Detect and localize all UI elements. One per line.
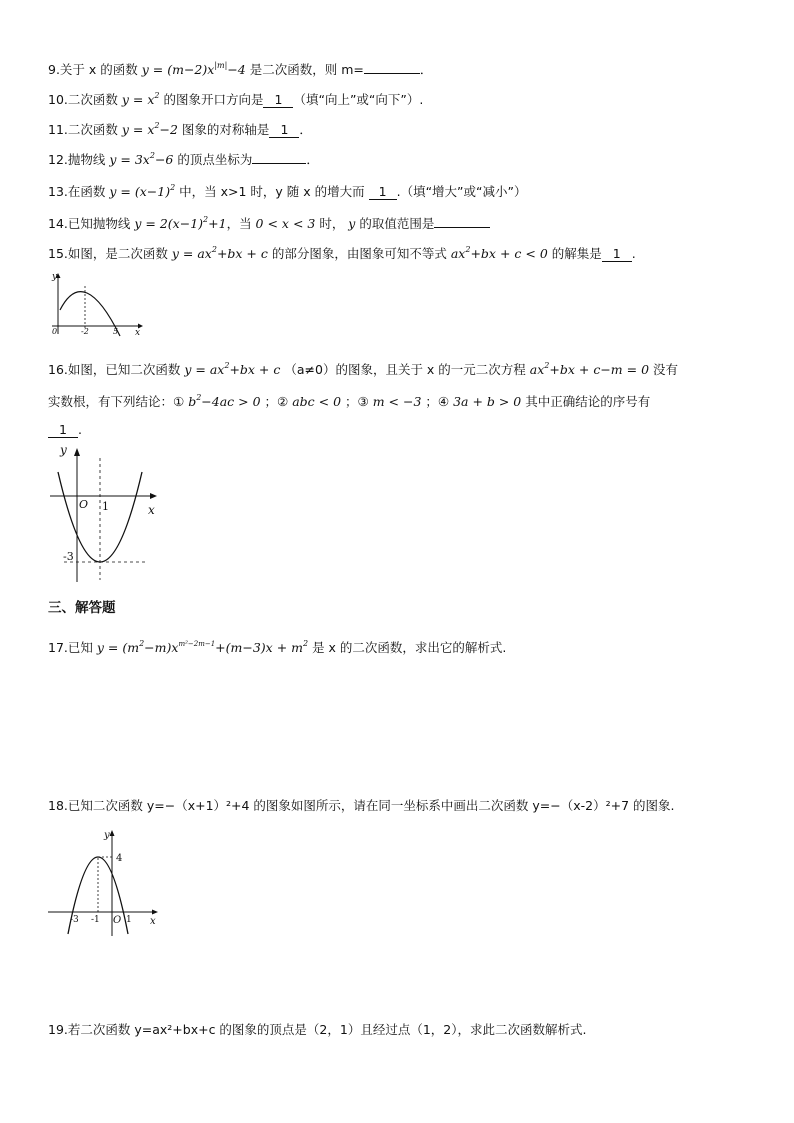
q13-exponent: 2 — [170, 183, 176, 192]
q17-formula-3: +(m−3)x + m — [215, 640, 304, 655]
q12-text-2: 的顶点坐标为 — [173, 152, 253, 167]
q15-origin-label: 0 — [52, 327, 58, 336]
q18-tick-4: 4 — [116, 853, 123, 864]
question-16-line2 — [48, 388, 650, 412]
section-title: 三、解答题 — [48, 600, 116, 616]
q15-text-2: 的部分图象，由图象可知不等式 — [267, 246, 451, 261]
q9-exponent: |m| — [214, 61, 228, 70]
q10-formula: y = x — [121, 92, 155, 107]
q15-parabola-figure — [46, 270, 146, 336]
q11-text: 11.二次函数 — [48, 122, 122, 137]
q16-claim-2: abc < 0 — [292, 394, 342, 409]
q15-end: . — [631, 246, 636, 261]
q16-text-3: 没有 — [649, 362, 679, 377]
question-18: 18.已知二次函数 y=−（x+1）²+4 的图象如图所示，请在同一坐标系中画出二次函数 y=−（x-2）²+7 的图象. — [48, 798, 675, 813]
q16-text-4: 实数根，有下列结论：① — [48, 394, 189, 409]
q17-exponent-2: m²−2m−1 — [178, 640, 216, 648]
q16-eq-exponent: 2 — [544, 361, 550, 370]
q16-sep-2: ；③ — [341, 394, 373, 409]
q16-formula-tail: +bx + c — [229, 362, 281, 377]
q12-exponent: 2 — [149, 151, 155, 160]
q17-formula-2: −m)x — [144, 640, 179, 655]
q13-formula: y = (x−1) — [109, 184, 171, 199]
q14-text-3: 时， — [315, 216, 349, 231]
q16-sep-3: ；④ — [421, 394, 454, 409]
question-14 — [48, 210, 490, 234]
q18-y-label: y — [104, 830, 110, 841]
q11-formula-tail: −2 — [159, 122, 178, 137]
q16-y-label: y — [60, 443, 67, 457]
q16-claim-3: m < −3 — [372, 394, 422, 409]
q15-x-label: x — [135, 328, 141, 338]
q15-exponent: 2 — [211, 245, 217, 254]
question-9 — [48, 56, 432, 80]
q14-var: y — [348, 216, 356, 231]
q17-exponent-3: 2 — [303, 639, 309, 648]
question-11 — [48, 116, 312, 140]
q12-end: ． — [306, 152, 319, 167]
q17-text-2: 是 x 的二次函数，求出它的解析式. — [308, 640, 507, 655]
q16-formula: y = ax — [184, 362, 225, 377]
q16-end: . — [78, 422, 82, 437]
q16-exponent: 2 — [224, 361, 230, 370]
q12-formula: y = 3x — [109, 152, 150, 167]
q18-origin-label: O — [113, 915, 122, 926]
question-19: 19.若二次函数 y=ax²+bx+c 的图象的顶点是（2，1）且经过点（1，2），求此二次函数解析式. — [48, 1022, 587, 1037]
q11-text-2: 图象的对称轴是 — [177, 122, 270, 137]
q16-parabola-figure — [50, 442, 170, 582]
q17-text: 17.已知 — [48, 640, 97, 655]
q16-text-2: （a≠0）的图象，且关于 x 的一元二次方程 — [280, 362, 530, 377]
question-17 — [48, 634, 506, 658]
q9-text: 9.关于 x 的函数 — [48, 62, 142, 77]
question-13 — [48, 178, 527, 202]
q16-claim-1-tail: −4ac > 0 — [201, 394, 261, 409]
question-12 — [48, 146, 319, 170]
q10-text: 10.二次函数 — [48, 92, 122, 107]
q16-text-5: 其中正确结论的序号有 — [521, 394, 651, 409]
q15-tick-5: 5 — [113, 327, 119, 336]
q15-formula-tail: +bx + c — [216, 246, 268, 261]
q16-tick-neg3: -3 — [63, 550, 74, 563]
q13-text-2: 中，当 x>1 时，y 随 x 的增大而 — [175, 184, 369, 199]
q16-y-arrow — [74, 448, 80, 456]
q18-tick-neg3: -3 — [70, 915, 79, 925]
q18-parabola-figure — [46, 826, 166, 938]
q14-exponent: 2 — [203, 215, 209, 224]
q18-tick-neg1: -1 — [91, 915, 100, 925]
q9-formula-tail: −4 — [227, 62, 246, 77]
q16-x-arrow — [150, 493, 157, 499]
q9-formula: y = (m−2)x — [141, 62, 215, 77]
q15-tick-neg2: -2 — [81, 327, 89, 336]
q15-inequality: ax — [450, 246, 466, 261]
q16-claim-1: b — [188, 394, 197, 409]
q10-end: （填“向上”或“向下”）. — [293, 92, 424, 107]
q16-origin-label: O — [79, 498, 89, 511]
q16-sep-1: ；② — [260, 394, 293, 409]
q9-text-2: 是二次函数，则 m= — [245, 62, 364, 77]
q18-y-arrow — [110, 830, 115, 836]
q16-equation-tail: +bx + c−m = 0 — [549, 362, 650, 377]
q13-answer-blank[interactable]: 1 — [369, 184, 397, 200]
q16-claim-1-exp: 2 — [196, 393, 202, 402]
q11-exponent: 2 — [154, 121, 160, 130]
q15-parabola-curve — [60, 292, 120, 336]
question-16-line3 — [48, 420, 82, 440]
q17-exponent-1: 2 — [139, 639, 145, 648]
q15-formula: y = ax — [171, 246, 212, 261]
q9-answer-blank[interactable] — [364, 73, 420, 74]
q10-answer-blank[interactable]: 1 — [263, 92, 293, 108]
q16-claim-4: 3a + b > 0 — [453, 394, 522, 409]
q15-y-label: y — [52, 272, 58, 282]
q14-answer-blank[interactable] — [434, 227, 490, 228]
q18-tick-1: 1 — [126, 915, 132, 925]
q15-answer-blank[interactable]: 1 — [602, 246, 632, 262]
q15-inequality-tail: +bx + c < 0 — [470, 246, 548, 261]
q14-formula: y = 2(x−1) — [134, 216, 204, 231]
q11-end: ． — [299, 122, 312, 137]
q15-text: 15.如图，是二次函数 — [48, 246, 172, 261]
q14-text: 14.已知抛物线 — [48, 216, 135, 231]
q10-exponent: 2 — [154, 91, 160, 100]
q15-ineq-exponent: 2 — [465, 245, 471, 254]
question-15 — [48, 240, 636, 264]
q15-text-3: 的解集是 — [547, 246, 602, 261]
q9-end: ． — [419, 62, 433, 77]
q13-end: .（填“增大”或“减小”） — [396, 184, 527, 199]
q14-formula-tail: +1 — [208, 216, 227, 231]
q14-text-4: 的取值范围是 — [355, 216, 435, 231]
q17-formula: y = (m — [96, 640, 140, 655]
q12-formula-tail: −6 — [154, 152, 174, 167]
q18-x-arrow — [152, 910, 158, 915]
question-10 — [48, 86, 423, 110]
q12-text: 12.抛物线 — [48, 152, 110, 167]
q14-text-2: ，当 — [226, 216, 256, 231]
q16-equation: ax — [529, 362, 545, 377]
q16-text: 16.如图，已知二次函数 — [48, 362, 185, 377]
q18-x-label: x — [150, 916, 156, 927]
q16-answer-blank[interactable]: 1 — [48, 422, 78, 438]
question-16-line1 — [48, 356, 678, 380]
q11-formula: y = x — [121, 122, 155, 137]
q16-tick-1: 1 — [102, 500, 109, 513]
q13-text: 13.在函数 — [48, 184, 110, 199]
q11-answer-blank[interactable]: 1 — [269, 122, 299, 138]
q16-x-label: x — [148, 503, 155, 517]
q14-condition: 0 < x < 3 — [255, 216, 316, 231]
q12-answer-blank[interactable] — [252, 163, 306, 164]
q10-text-2: 的图象开口方向是 — [159, 92, 264, 107]
